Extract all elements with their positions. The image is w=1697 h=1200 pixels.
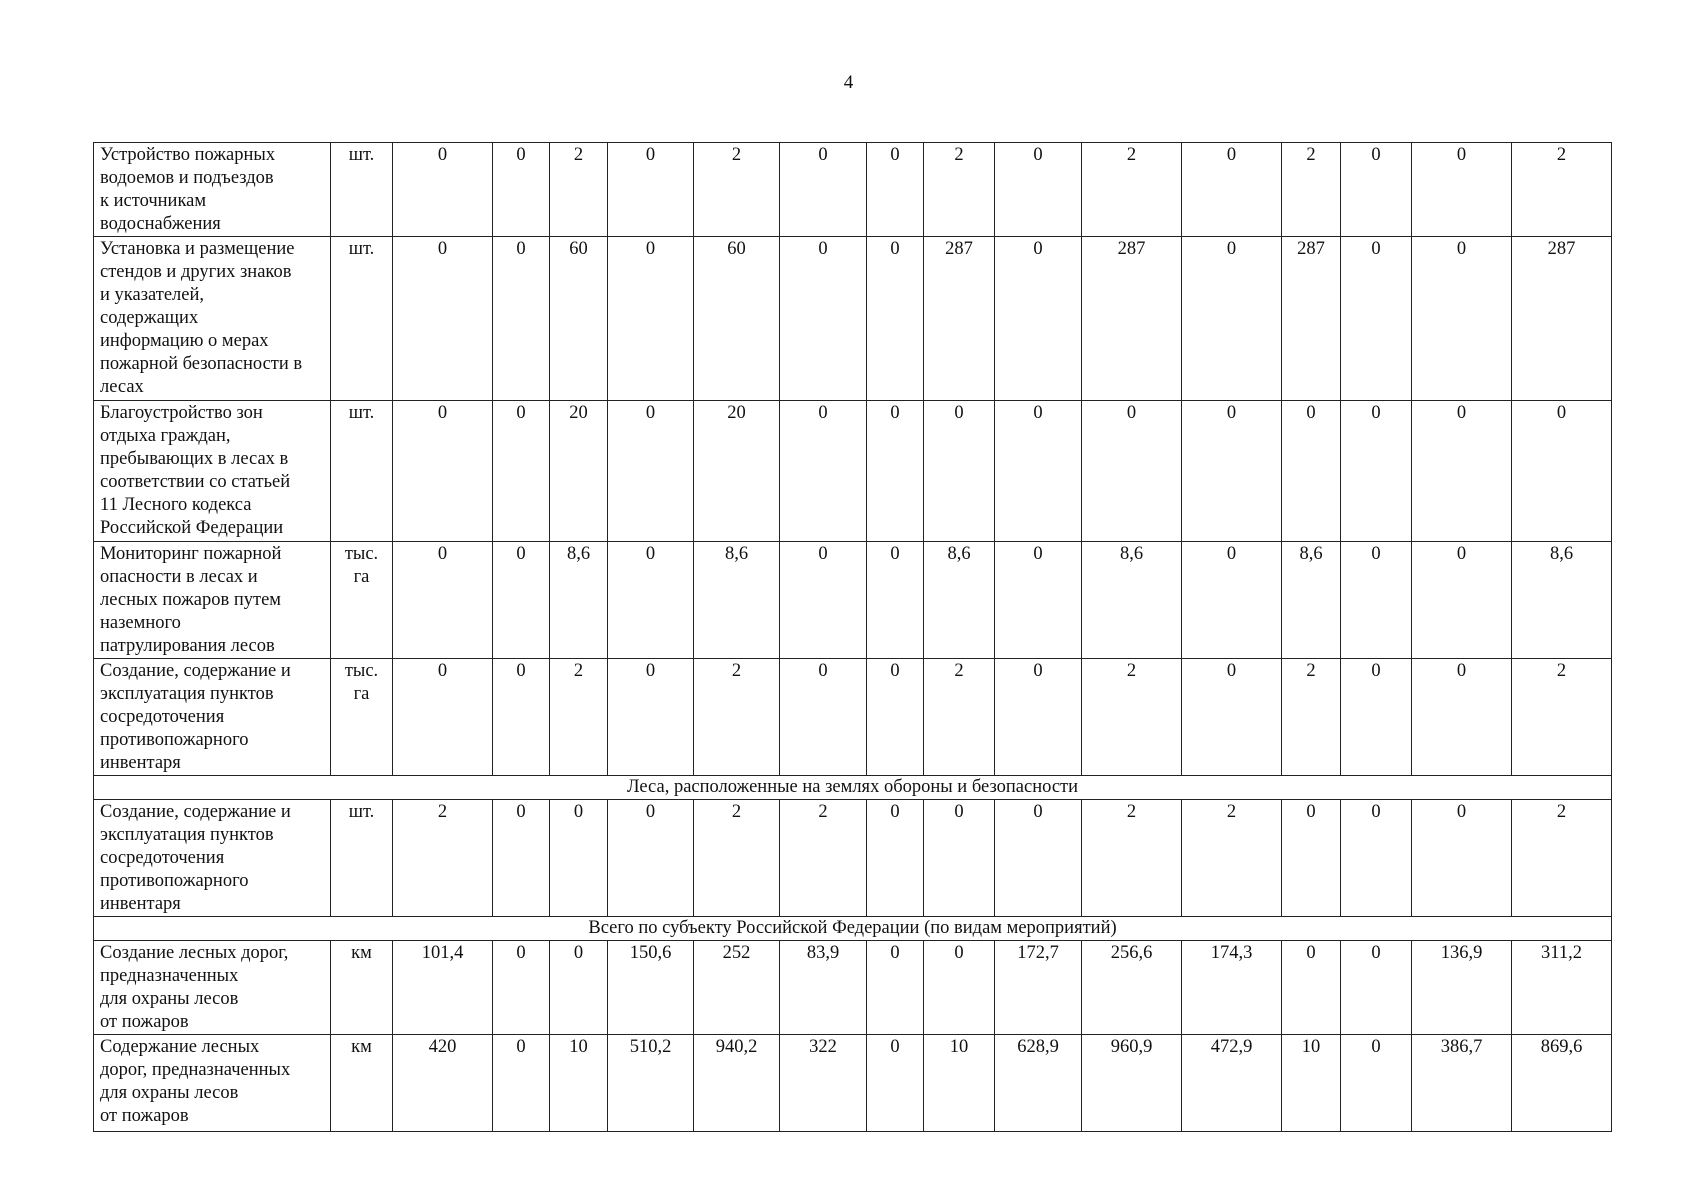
activity-name-cell: Благоустройство зон отдыха граждан, пребывающих в лесах в соответствии со статьей 11 Лесного кодекса Российской Федерации	[94, 401, 331, 542]
value-cell: 8,6	[1512, 542, 1612, 659]
value-cell: 2	[1082, 659, 1182, 776]
activity-name-cell: Установка и размещение стендов и других знаков и указателей, содержащих информацию о мерах пожарной безопасности в лесах	[94, 237, 331, 401]
activity-name-cell: Содержание лесных дорог, предназначенных для охраны лесов от пожаров	[94, 1035, 331, 1132]
value-cell: 0	[493, 542, 550, 659]
value-cell: 2	[550, 143, 608, 237]
page-number: 4	[843, 72, 854, 93]
value-cell: 2	[1182, 800, 1282, 917]
value-cell: 0	[1512, 401, 1612, 542]
value-cell: 252	[694, 941, 780, 1035]
value-cell: 0	[1182, 659, 1282, 776]
value-cell: 20	[694, 401, 780, 542]
value-cell: 2	[694, 800, 780, 917]
value-cell: 287	[1282, 237, 1341, 401]
value-cell: 8,6	[1282, 542, 1341, 659]
value-cell: 0	[493, 659, 550, 776]
value-cell: 0	[393, 542, 493, 659]
activity-name-cell: Создание, содержание и эксплуатация пунктов сосредоточения противопожарного инвентаря	[94, 659, 331, 776]
unit-cell: тыс. га	[331, 542, 393, 659]
value-cell: 60	[550, 237, 608, 401]
value-cell: 101,4	[393, 941, 493, 1035]
value-cell: 0	[867, 542, 924, 659]
value-cell: 0	[780, 143, 867, 237]
value-cell: 150,6	[608, 941, 694, 1035]
value-cell: 8,6	[1082, 542, 1182, 659]
value-cell: 0	[608, 143, 694, 237]
value-cell: 0	[493, 941, 550, 1035]
value-cell: 0	[995, 237, 1082, 401]
value-cell: 0	[1282, 941, 1341, 1035]
value-cell: 0	[393, 143, 493, 237]
value-cell: 0	[867, 237, 924, 401]
value-cell: 0	[867, 800, 924, 917]
value-cell: 0	[1412, 542, 1512, 659]
value-cell: 20	[550, 401, 608, 542]
value-cell: 420	[393, 1035, 493, 1132]
value-cell: 2	[550, 659, 608, 776]
value-cell: 0	[393, 237, 493, 401]
value-cell: 510,2	[608, 1035, 694, 1132]
value-cell: 0	[1341, 542, 1412, 659]
value-cell: 0	[608, 659, 694, 776]
value-cell: 2	[694, 659, 780, 776]
unit-cell: шт.	[331, 237, 393, 401]
section-heading: Всего по субъекту Российской Федерации (по видам мероприятий)	[94, 917, 1612, 941]
value-cell: 287	[1512, 237, 1612, 401]
value-cell: 0	[780, 401, 867, 542]
value-cell: 0	[550, 941, 608, 1035]
value-cell: 0	[924, 800, 995, 917]
value-cell: 172,7	[995, 941, 1082, 1035]
value-cell: 0	[995, 659, 1082, 776]
value-cell: 10	[1282, 1035, 1341, 1132]
value-cell: 2	[780, 800, 867, 917]
value-cell: 0	[1282, 800, 1341, 917]
value-cell: 0	[1412, 659, 1512, 776]
value-cell: 0	[867, 143, 924, 237]
value-cell: 0	[1182, 401, 1282, 542]
value-cell: 0	[1182, 237, 1282, 401]
value-cell: 2	[1282, 659, 1341, 776]
value-cell: 0	[1412, 237, 1512, 401]
value-cell: 0	[995, 143, 1082, 237]
value-cell: 2	[1282, 143, 1341, 237]
value-cell: 0	[550, 800, 608, 917]
section-heading: Леса, расположенные на землях обороны и безопасности	[94, 776, 1612, 800]
activity-name-cell: Создание, содержание и эксплуатация пунктов сосредоточения противопожарного инвентаря	[94, 800, 331, 917]
section-row	[94, 917, 1612, 941]
value-cell: 940,2	[694, 1035, 780, 1132]
value-cell: 0	[1341, 941, 1412, 1035]
fire-protection-table	[93, 142, 1612, 1132]
table-row	[94, 401, 1612, 542]
value-cell: 0	[780, 542, 867, 659]
activity-name-cell: Устройство пожарных водоемов и подъездов к источникам водоснабжения	[94, 143, 331, 237]
value-cell: 10	[550, 1035, 608, 1132]
value-cell: 2	[1082, 800, 1182, 917]
value-cell: 2	[1512, 800, 1612, 917]
value-cell: 2	[1082, 143, 1182, 237]
value-cell: 0	[867, 659, 924, 776]
value-cell: 0	[995, 800, 1082, 917]
value-cell: 8,6	[550, 542, 608, 659]
value-cell: 0	[867, 1035, 924, 1132]
value-cell: 0	[780, 237, 867, 401]
value-cell: 0	[1082, 401, 1182, 542]
value-cell: 0	[493, 401, 550, 542]
value-cell: 0	[1412, 143, 1512, 237]
value-cell: 0	[608, 401, 694, 542]
table-row	[94, 941, 1612, 1035]
unit-cell: шт.	[331, 401, 393, 542]
value-cell: 0	[493, 1035, 550, 1132]
unit-cell: шт.	[331, 800, 393, 917]
value-cell: 8,6	[924, 542, 995, 659]
value-cell: 0	[1341, 1035, 1412, 1132]
value-cell: 2	[694, 143, 780, 237]
unit-cell: км	[331, 1035, 393, 1132]
value-cell: 2	[924, 659, 995, 776]
value-cell: 0	[1412, 401, 1512, 542]
value-cell: 60	[694, 237, 780, 401]
value-cell: 8,6	[694, 542, 780, 659]
value-cell: 0	[1282, 401, 1341, 542]
value-cell: 0	[924, 941, 995, 1035]
value-cell: 2	[924, 143, 995, 237]
value-cell: 0	[393, 401, 493, 542]
value-cell: 83,9	[780, 941, 867, 1035]
value-cell: 0	[393, 659, 493, 776]
table-row	[94, 1035, 1612, 1132]
value-cell: 0	[608, 237, 694, 401]
value-cell: 0	[493, 800, 550, 917]
table-row	[94, 143, 1612, 237]
value-cell: 2	[393, 800, 493, 917]
value-cell: 287	[924, 237, 995, 401]
value-cell: 0	[1412, 800, 1512, 917]
unit-cell: шт.	[331, 143, 393, 237]
value-cell: 0	[1341, 401, 1412, 542]
value-cell: 628,9	[995, 1035, 1082, 1132]
value-cell: 136,9	[1412, 941, 1512, 1035]
unit-cell: тыс. га	[331, 659, 393, 776]
value-cell: 0	[608, 800, 694, 917]
value-cell: 0	[924, 401, 995, 542]
value-cell: 174,3	[1182, 941, 1282, 1035]
section-row	[94, 776, 1612, 800]
value-cell: 10	[924, 1035, 995, 1132]
value-cell: 0	[995, 542, 1082, 659]
value-cell: 0	[1341, 143, 1412, 237]
value-cell: 0	[608, 542, 694, 659]
value-cell: 0	[1341, 237, 1412, 401]
value-cell: 0	[1341, 659, 1412, 776]
value-cell: 287	[1082, 237, 1182, 401]
activity-name-cell: Мониторинг пожарной опасности в лесах и лесных пожаров путем наземного патрулирования лесов	[94, 542, 331, 659]
table-row	[94, 237, 1612, 401]
activity-name-cell: Создание лесных дорог, предназначенных для охраны лесов от пожаров	[94, 941, 331, 1035]
value-cell: 256,6	[1082, 941, 1182, 1035]
unit-cell: км	[331, 941, 393, 1035]
value-cell: 0	[1182, 143, 1282, 237]
value-cell: 0	[867, 941, 924, 1035]
value-cell: 0	[780, 659, 867, 776]
value-cell: 2	[1512, 143, 1612, 237]
value-cell: 0	[1341, 800, 1412, 917]
value-cell: 472,9	[1182, 1035, 1282, 1132]
table-row	[94, 659, 1612, 776]
value-cell: 0	[867, 401, 924, 542]
value-cell: 0	[995, 401, 1082, 542]
table-row	[94, 542, 1612, 659]
value-cell: 0	[1182, 542, 1282, 659]
table-row	[94, 800, 1612, 917]
value-cell: 311,2	[1512, 941, 1612, 1035]
value-cell: 0	[493, 143, 550, 237]
value-cell: 2	[1512, 659, 1612, 776]
value-cell: 960,9	[1082, 1035, 1182, 1132]
value-cell: 386,7	[1412, 1035, 1512, 1132]
value-cell: 0	[493, 237, 550, 401]
value-cell: 322	[780, 1035, 867, 1132]
value-cell: 869,6	[1512, 1035, 1612, 1132]
